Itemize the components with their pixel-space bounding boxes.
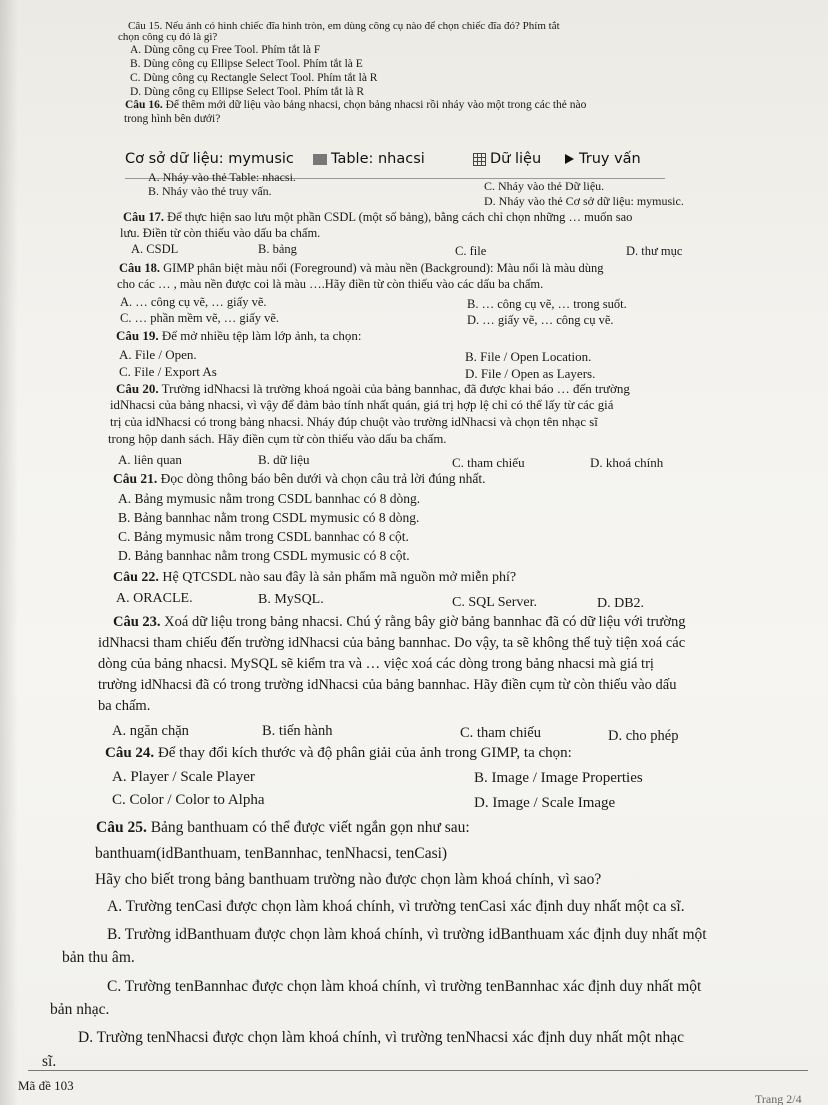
q23-text-4: trường idNhacsi đã có trong trường idNhacsi của bảng bannhac. Hãy điền cụm từ còn thiếu vào dấu (98, 677, 677, 693)
q16-text-1 (125, 99, 586, 111)
q24-option-c: C. Color / Color to Alpha (112, 792, 265, 808)
q21-text-body: Đọc dòng thông báo bên dưới và chọn câu trả lời đúng nhất. (160, 471, 486, 486)
q20-option-c: C. tham chiếu (452, 455, 525, 470)
q21-option-c: C. Bảng mymusic nằm trong CSDL bannhac có 8 cột. (118, 529, 409, 544)
q18-option-c: C. … phần mềm vẽ, … giấy vẽ. (120, 311, 279, 325)
q18-option-a: A. … công cụ vẽ, … giấy vẽ. (120, 295, 267, 309)
q17-text-1 (123, 210, 632, 225)
q25-option-b-1: B. Trường idBanthuam được chọn làm khoá chính, vì trường idBanthuam xác định duy nhất một (107, 926, 707, 943)
grid-icon (473, 153, 486, 166)
q25-schema: banthuam(idBanthuam, tenBannhac, tenNhacsi, tenCasi) (95, 845, 448, 862)
q18-text-1 (119, 261, 604, 276)
q19-option-c: C. File / Export As (119, 364, 217, 379)
q15-option-a: A. Dùng công cụ Free Tool. Phím tắt là F (130, 44, 321, 56)
q20-text-2: idNhacsi của bảng nhacsi, vì vậy để đảm bảo tính nhất quán, giá trị hợp lệ chỉ có thể lấy từ các giá (110, 398, 614, 412)
q25-option-d-2: sĩ. (42, 1053, 57, 1070)
q16-option-b: B. Nháy vào thẻ truy vấn. (148, 184, 272, 198)
q21-text (113, 471, 486, 487)
q25-option-c-1: C. Trường tenBannhac được chọn làm khoá chính, vì trường tenBannhac xác định duy nhất một (107, 978, 702, 995)
play-icon (565, 154, 574, 164)
q19-text (116, 328, 362, 344)
breadcrumb-query-tab[interactable] (565, 151, 641, 167)
q16-text-2: trong hình bên dưới? (124, 113, 221, 125)
q23-text-5: ba chấm. (98, 698, 151, 714)
q24-text (105, 745, 572, 762)
q23-text-3: dòng của bảng nhacsi. MySQL sẽ kiểm tra và … việc xoá các dòng trong bảng nhacsi mà giá trị (98, 656, 654, 672)
q23-text-1 (113, 614, 686, 631)
q18-text-1-body: GIMP phân biệt màu nổi (Foreground) và màu nền (Background): Màu nổi là màu dùng (163, 261, 604, 275)
q23-text-2: idNhacsi tham chiếu đến trường idNhacsi của bảng bannhac. Do vậy, ta sẽ không thể tuỳ tiện xoá các (98, 635, 686, 651)
q25-option-b-2: bản thu âm. (62, 949, 135, 966)
q20-option-a: A. liên quan (118, 452, 182, 467)
q19-option-a: A. File / Open. (119, 347, 197, 362)
q17-label: Câu 17. (123, 210, 164, 224)
q15-text-2: chọn công cụ đó là gì? (118, 31, 218, 43)
q20-text-3: trị của idNhacsi có trong bảng nhacsi. Nháy đúp chuột vào trường idNhacsi và chọn tên nhạc sĩ (110, 415, 598, 429)
q22-text (113, 570, 516, 586)
q22-option-d: D. DB2. (597, 596, 645, 611)
q22-option-a: A. ORACLE. (116, 591, 193, 606)
q19-option-b: B. File / Open Location. (465, 349, 592, 364)
q23-option-d: D. cho phép (608, 728, 679, 744)
page-number: Trang 2/4 (755, 1092, 802, 1105)
q18-option-d: D. … giấy vẽ, … công cụ vẽ. (467, 313, 614, 327)
breadcrumb-database[interactable]: Cơ sở dữ liệu: mymusic (125, 151, 294, 167)
q19-option-d: D. File / Open as Layers. (465, 366, 596, 381)
q17-text-1-body: Để thực hiện sao lưu một phần CSDL (một số bảng), bằng cách chỉ chọn những … muốn sao (167, 210, 633, 224)
q17-option-d: D. thư mục (626, 244, 683, 258)
q21-option-a: A. Bảng mymusic nằm trong CSDL bannhac có 8 dòng. (118, 491, 421, 506)
breadcrumb-data-label: Dữ liệu (490, 151, 542, 167)
exam-code: Mã đề 103 (18, 1078, 74, 1093)
q16-text-1-body: Để thêm mới dữ liệu vào bảng nhacsi, chọn bảng nhacsi rồi nháy vào một trong các thẻ nào (165, 99, 587, 111)
q22-text-body: Hệ QTCSDL nào sau đây là sản phẩm mã nguồn mở miễn phí? (162, 570, 517, 585)
q25-label: Câu 25. (96, 819, 147, 836)
q16-option-d: D. Nháy vào thẻ Cơ sở dữ liệu: mymusic. (484, 194, 684, 208)
breadcrumb-data-tab[interactable] (473, 151, 541, 167)
q17-option-a: A. CSDL (131, 242, 179, 256)
q19-text-body: Để mở nhiều tệp làm lớp ảnh, ta chọn: (161, 328, 362, 343)
q20-option-b: B. dữ liệu (258, 452, 310, 467)
q15-option-c: C. Dùng công cụ Rectangle Select Tool. Phím tắt là R (130, 72, 378, 84)
q17-text-2: lưu. Điền từ còn thiếu vào dấu ba chấm. (120, 226, 321, 240)
q18-label: Câu 18. (119, 261, 160, 275)
q25-text-2: Hãy cho biết trong bảng banthuam trường nào được chọn làm khoá chính, vì sao? (95, 871, 602, 888)
q20-text-1 (116, 381, 630, 397)
q18-option-b: B. … công cụ vẽ, … trong suốt. (467, 297, 627, 311)
table-icon (313, 154, 327, 165)
q24-option-d: D. Image / Scale Image (474, 795, 616, 811)
q20-text-1-body: Trường idNhacsi là trường khoá ngoài của bảng bannhac, đã được khai báo … đến trường (161, 381, 630, 396)
breadcrumb-table[interactable] (313, 151, 425, 167)
q15-text-1: Câu 15. Nếu ảnh có hình chiếc đĩa hình tròn, em dùng công cụ nào để chọn chiếc đĩa đó? Phím tắt (128, 20, 560, 32)
q25-text-1 (96, 819, 470, 837)
q16-option-a: A. Nháy vào thẻ Table: nhacsi. (148, 170, 296, 184)
q23-text-1-body: Xoá dữ liệu trong bảng nhacsi. Chú ý rằng bây giờ bảng bannhac đã có dữ liệu với trường (164, 614, 686, 630)
breadcrumb-table-label: Table: nhacsi (331, 151, 425, 167)
q21-option-b: B. Bảng bannhac nằm trong CSDL mymusic có 8 dòng. (118, 510, 420, 525)
q15-option-d: D. Dùng công cụ Ellipse Select Tool. Phím tắt là R (130, 86, 365, 98)
q22-label: Câu 22. (113, 570, 159, 585)
q24-label: Câu 24. (105, 745, 155, 761)
q15-option-b: B. Dùng công cụ Ellipse Select Tool. Phím tắt là E (130, 58, 363, 70)
q17-option-b: B. bảng (258, 242, 297, 256)
q24-option-a: A. Player / Scale Player (112, 769, 255, 785)
q23-option-a: A. ngăn chặn (112, 723, 189, 739)
q25-option-d-1: D. Trường tenNhacsi được chọn làm khoá chính, vì trường tenNhacsi xác định duy nhất một nhạc (78, 1029, 684, 1046)
q24-option-b: B. Image / Image Properties (474, 770, 643, 786)
q22-option-c: C. SQL Server. (452, 595, 538, 610)
q20-label: Câu 20. (116, 381, 159, 396)
q24-text-body: Để thay đổi kích thước và độ phân giải của ảnh trong GIMP, ta chọn: (157, 745, 572, 761)
q20-text-4: trong hộp danh sách. Hãy điền cụm từ còn thiếu vào dấu ba chấm. (108, 432, 447, 446)
q16-label: Câu 16. (125, 99, 163, 111)
q25-option-a: A. Trường tenCasi được chọn làm khoá chính, vì trường tenCasi xác định duy nhất một ca sĩ. (107, 898, 685, 915)
q25-option-c-2: bản nhạc. (50, 1001, 110, 1018)
footer-divider (28, 1070, 808, 1071)
q17-option-c: C. file (455, 244, 487, 258)
q19-label: Câu 19. (116, 328, 159, 343)
q23-label: Câu 23. (113, 614, 161, 630)
breadcrumb-query-label: Truy vấn (579, 151, 641, 167)
q18-text-2: cho các … , màu nền được coi là màu ….Hãy điền từ còn thiếu vào các dấu ba chấm. (117, 277, 544, 291)
q22-option-b: B. MySQL. (258, 592, 324, 607)
q23-option-c: C. tham chiếu (460, 725, 541, 741)
q20-option-d: D. khoá chính (590, 455, 664, 470)
q25-text-1-body: Bảng banthuam có thể được viết ngắn gọn như sau: (150, 819, 470, 836)
q16-option-c: C. Nháy vào thẻ Dữ liệu. (484, 179, 605, 193)
q21-option-d: D. Bảng bannhac nằm trong CSDL mymusic có 8 cột. (118, 548, 410, 563)
q23-option-b: B. tiến hành (262, 723, 333, 739)
page-edge-shadow (0, 0, 18, 1105)
q21-label: Câu 21. (113, 471, 158, 486)
